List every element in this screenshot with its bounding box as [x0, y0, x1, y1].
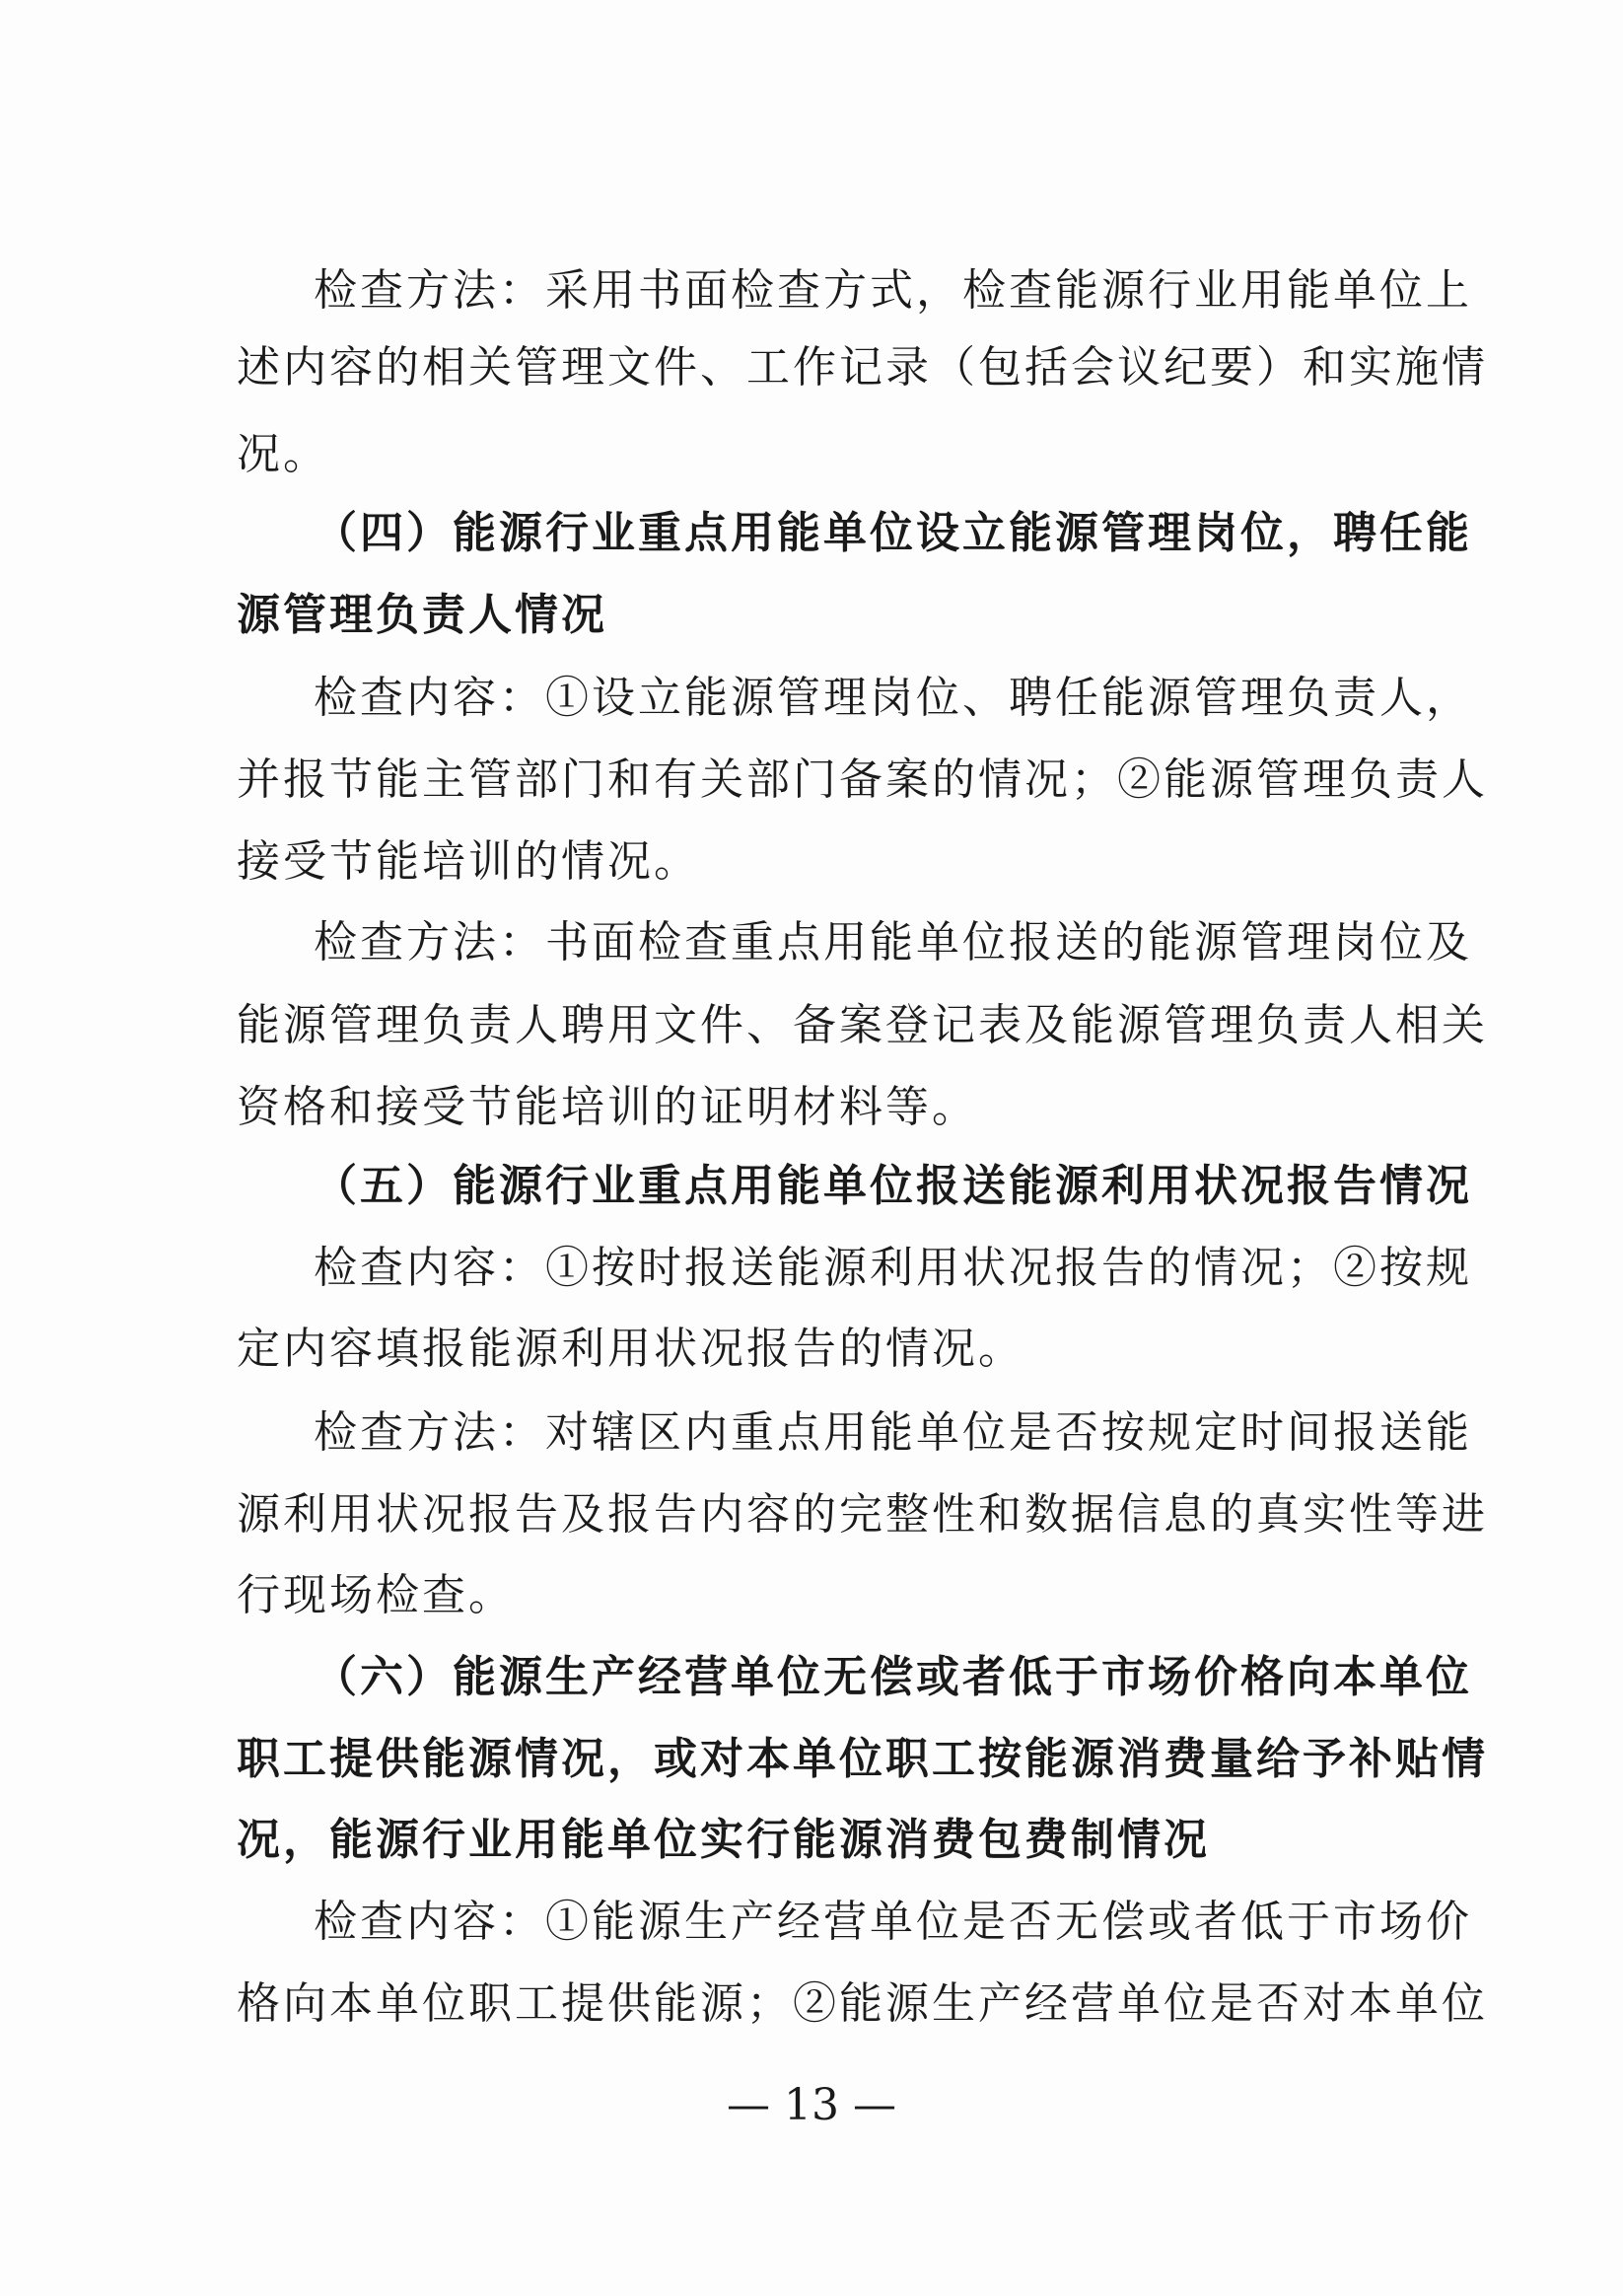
text-line: 述内容的相关管理文件、工作记录（包括会议纪要）和实施情: [237, 342, 1488, 393]
text-line: 检查方法：书面检查重点用能单位报送的能源管理岗位及: [314, 917, 1472, 968]
text-line: 检查方法：采用书面检查方式，检查能源行业用能单位上: [314, 265, 1472, 316]
section-heading: （四）能源行业重点用能单位设立能源管理岗位，聘任能: [314, 508, 1472, 558]
page-number: — 13 —: [727, 2080, 896, 2130]
text-line: 检查内容：①设立能源管理岗位、聘任能源管理负责人，: [314, 673, 1472, 723]
text-line: 检查内容：①能源生产经营单位是否无偿或者低于市场价: [314, 1897, 1472, 1947]
section-heading: 况，能源行业用能单位实行能源消费包费制情况: [237, 1815, 1210, 1865]
text-line: 能源管理负责人聘用文件、备案登记表及能源管理负责人相关: [237, 1000, 1488, 1050]
text-line: 格向本单位职工提供能源；②能源生产经营单位是否对本单位: [237, 1978, 1488, 2029]
section-heading: 源管理负责人情况: [237, 590, 607, 640]
section-heading: 职工提供能源情况，或对本单位职工按能源消费量给予补贴情: [237, 1734, 1488, 1784]
text-line: 检查内容：①按时报送能源利用状况报告的情况；②按规: [314, 1243, 1472, 1293]
section-heading: （六）能源生产经营单位无偿或者低于市场价格向本单位: [314, 1652, 1472, 1702]
text-line: 资格和接受节能培训的证明材料等。: [237, 1082, 978, 1132]
text-line: 源利用状况报告及报告内容的完整性和数据信息的真实性等进: [237, 1489, 1488, 1540]
text-line: 检查方法：对辖区内重点用能单位是否按规定时间报送能: [314, 1407, 1472, 1458]
section-heading: （五）能源行业重点用能单位报送能源利用状况报告情况: [314, 1161, 1472, 1211]
text-line: 行现场检查。: [237, 1570, 515, 1620]
text-line: 定内容填报能源利用状况报告的情况。: [237, 1324, 1024, 1374]
text-line: 况。: [237, 429, 329, 479]
text-line: 接受节能培训的情况。: [237, 836, 700, 887]
text-line: 并报节能主管部门和有关部门备案的情况；②能源管理负责人: [237, 754, 1488, 805]
